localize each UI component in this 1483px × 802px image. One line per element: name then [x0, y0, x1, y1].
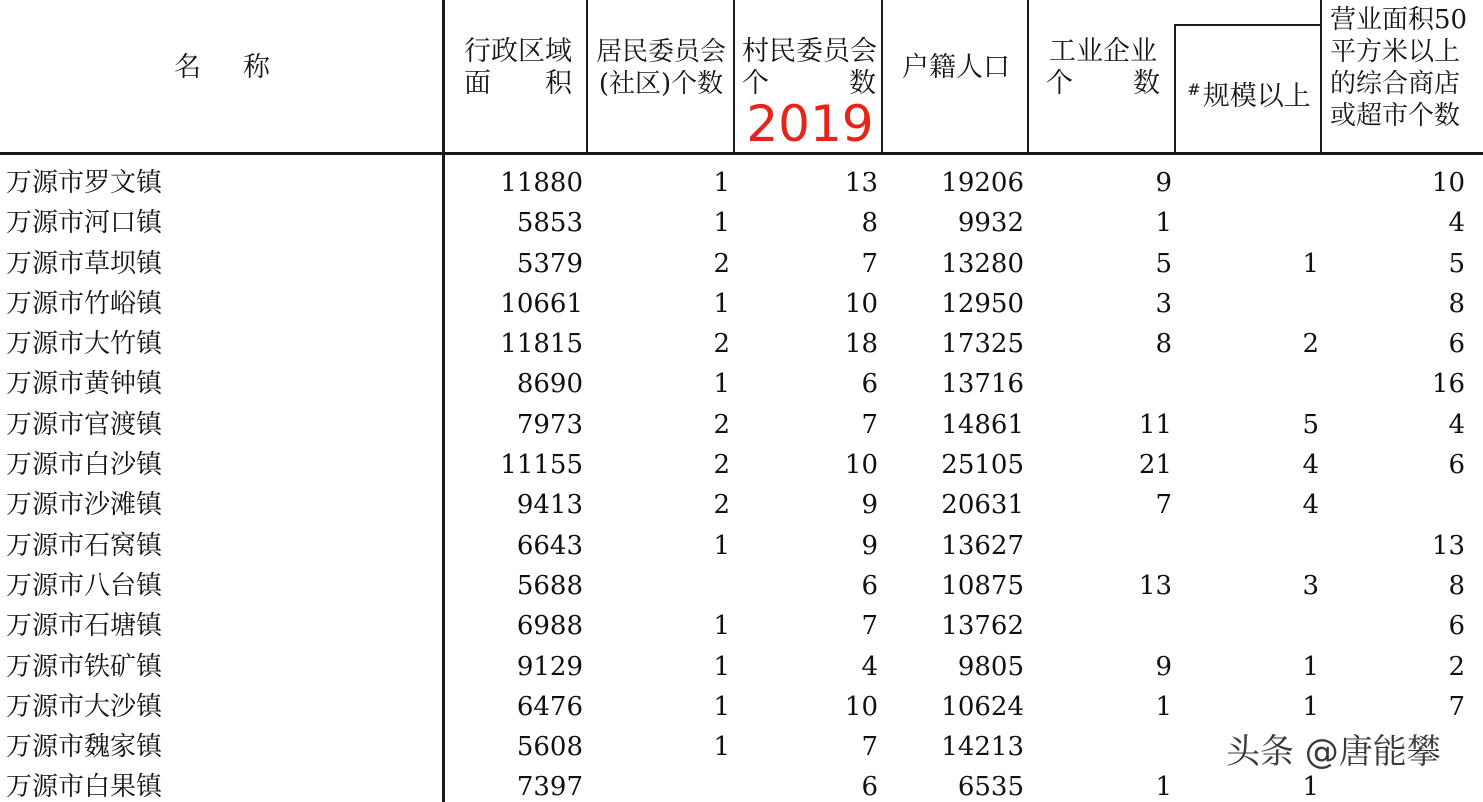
- table-row: [0, 485, 1483, 525]
- row-residents-cell: 2: [713, 409, 730, 440]
- row-industry-cell: 11: [1138, 409, 1172, 440]
- row-area-cell: 6476: [516, 691, 583, 722]
- row-residents-cell: 1: [713, 208, 730, 239]
- row-above-scale-cell: 4: [1302, 450, 1319, 481]
- row-population-cell: 25105: [941, 450, 1024, 481]
- row-residents-cell: 1: [713, 288, 730, 319]
- header-shops-line2: 平方米以上: [1330, 37, 1461, 67]
- header-area-line2-b: 积: [545, 68, 572, 99]
- row-above-scale-cell: 2: [1302, 329, 1319, 360]
- row-above-scale-cell: 1: [1302, 691, 1319, 722]
- row-industry-cell: 1: [1155, 691, 1172, 722]
- row-population-cell: 10875: [941, 570, 1024, 601]
- table-row: [0, 566, 1483, 606]
- header-industry-line2-a: 个: [1046, 68, 1073, 99]
- header-villagers-line2-a: 个: [742, 68, 769, 99]
- row-residents-cell: 1: [713, 168, 730, 198]
- row-area-cell: 5688: [516, 570, 583, 601]
- row-villagers-cell: 7: [861, 409, 878, 440]
- row-population-cell: 13762: [941, 611, 1024, 642]
- row-shops-cell: 4: [1448, 409, 1465, 440]
- table-body: [0, 163, 1483, 802]
- row-residents-cell: 1: [713, 691, 730, 722]
- row-name-cell: 万源市八台镇: [6, 570, 163, 601]
- row-villagers-cell: 18: [844, 329, 878, 360]
- header-name-char-2: 称: [243, 52, 270, 83]
- header-area: [446, 36, 586, 100]
- row-name-cell: 万源市罗文镇: [6, 168, 163, 198]
- row-population-cell: 9932: [957, 208, 1024, 239]
- row-shops-cell: 4: [1448, 208, 1465, 239]
- row-population-cell: 17325: [941, 329, 1024, 360]
- row-residents-cell: 2: [713, 329, 730, 360]
- row-residents-cell: 2: [713, 450, 730, 481]
- row-name-cell: 万源市大沙镇: [6, 691, 163, 722]
- row-villagers-cell: 4: [861, 651, 878, 682]
- row-area-cell: 6988: [516, 611, 583, 642]
- row-area-cell: 11880: [500, 168, 583, 198]
- row-name-cell: 万源市官渡镇: [6, 409, 163, 440]
- row-villagers-cell: 7: [861, 611, 878, 642]
- row-name-cell: 万源市竹峪镇: [6, 288, 163, 319]
- row-area-cell: 7973: [516, 409, 583, 440]
- row-industry-cell: 13: [1138, 570, 1172, 601]
- row-above-scale-cell: 4: [1302, 490, 1319, 521]
- header-villagers-line2-b: 数: [849, 68, 876, 99]
- header-residents-line1: 居民委员会: [595, 37, 726, 67]
- row-shops-cell: 13: [1431, 530, 1465, 561]
- header-above-scale-label: 规模以上: [1202, 81, 1311, 112]
- row-villagers-cell: 6: [861, 369, 878, 400]
- table-row: [0, 244, 1483, 284]
- row-above-scale-cell: 1: [1302, 651, 1319, 682]
- table-row: [0, 324, 1483, 364]
- row-population-cell: 14861: [941, 409, 1024, 440]
- header-shops-line4: 或超市个数: [1330, 101, 1461, 131]
- row-shops-cell: 8: [1448, 570, 1465, 601]
- row-name-cell: 万源市白果镇: [6, 772, 163, 802]
- row-name-cell: 万源市草坝镇: [6, 248, 163, 279]
- row-shops-cell: 16: [1431, 369, 1465, 400]
- table-row: [0, 445, 1483, 485]
- header-area-line1: 行政区域: [464, 36, 572, 67]
- row-population-cell: 6535: [957, 772, 1024, 802]
- row-shops-cell: 8: [1448, 288, 1465, 319]
- row-name-cell: 万源市黄钟镇: [6, 369, 163, 400]
- row-villagers-cell: 13: [844, 168, 878, 198]
- row-villagers-cell: 7: [861, 732, 878, 763]
- row-shops-cell: 7: [1448, 691, 1465, 722]
- row-name-cell: 万源市石塘镇: [6, 611, 163, 642]
- row-villagers-cell: 10: [844, 691, 878, 722]
- row-villagers-cell: 6: [861, 570, 878, 601]
- header-shops: [1324, 4, 1483, 132]
- row-population-cell: 14213: [941, 732, 1024, 763]
- row-name-cell: 万源市魏家镇: [6, 732, 163, 763]
- row-above-scale-cell: 3: [1302, 570, 1319, 601]
- header-population: [884, 52, 1028, 84]
- row-population-cell: 19206: [941, 168, 1024, 198]
- row-area-cell: 11155: [500, 450, 583, 481]
- table-row: [0, 606, 1483, 646]
- row-area-cell: 6643: [516, 530, 583, 561]
- row-above-scale-cell: 1: [1302, 772, 1319, 802]
- header-industry: [1030, 36, 1174, 100]
- table-row: [0, 647, 1483, 687]
- header-above-scale: [1176, 74, 1322, 113]
- row-industry-cell: 8: [1155, 329, 1172, 360]
- header-shops-line3: 的综合商店: [1330, 69, 1461, 99]
- row-population-cell: 13716: [941, 369, 1024, 400]
- row-villagers-cell: 9: [861, 490, 878, 521]
- row-villagers-cell: 9: [861, 530, 878, 561]
- row-residents-cell: 1: [713, 611, 730, 642]
- row-shops-cell: 6: [1448, 611, 1465, 642]
- header-industry-line1: 工业企业: [1049, 36, 1157, 67]
- row-residents-cell: 2: [713, 490, 730, 521]
- row-population-cell: 12950: [941, 288, 1024, 319]
- row-area-cell: 10661: [500, 288, 583, 319]
- row-population-cell: 10624: [941, 691, 1024, 722]
- row-shops-cell: 2: [1448, 651, 1465, 682]
- row-area-cell: 5608: [516, 732, 583, 763]
- row-villagers-cell: 6: [861, 772, 878, 802]
- row-residents-cell: 1: [713, 651, 730, 682]
- row-villagers-cell: 10: [844, 450, 878, 481]
- row-industry-cell: 9: [1155, 168, 1172, 198]
- row-area-cell: 9129: [516, 651, 583, 682]
- row-industry-cell: 21: [1138, 450, 1172, 481]
- row-residents-cell: 1: [713, 369, 730, 400]
- row-area-cell: 7397: [516, 772, 583, 802]
- row-name-cell: 万源市河口镇: [6, 208, 163, 239]
- row-name-cell: 万源市石窝镇: [6, 530, 163, 561]
- header-shops-line1: 营业面积50: [1330, 5, 1468, 35]
- row-industry-cell: 7: [1155, 490, 1172, 521]
- year-annotation: 2019: [746, 95, 874, 153]
- row-residents-cell: 2: [713, 248, 730, 279]
- row-population-cell: 20631: [941, 490, 1024, 521]
- subheader-rule: [1174, 24, 1322, 26]
- row-industry-cell: 5: [1155, 248, 1172, 279]
- row-villagers-cell: 8: [861, 208, 878, 239]
- row-population-cell: 13280: [941, 248, 1024, 279]
- row-population-cell: 13627: [941, 530, 1024, 561]
- header-population-label: 户籍人口: [902, 52, 1010, 83]
- row-villagers-cell: 7: [861, 248, 878, 279]
- row-area-cell: 8690: [516, 369, 583, 400]
- table-row: [0, 163, 1483, 203]
- row-name-cell: 万源市铁矿镇: [6, 651, 163, 682]
- row-residents-cell: 1: [713, 530, 730, 561]
- row-population-cell: 9805: [957, 651, 1024, 682]
- header-name: [0, 52, 444, 84]
- row-industry-cell: 1: [1155, 772, 1172, 802]
- row-villagers-cell: 10: [844, 288, 878, 319]
- header-residents: [588, 36, 734, 100]
- row-area-cell: 9413: [516, 490, 583, 521]
- watermark: 头条 @唐能攀: [1226, 732, 1441, 772]
- row-industry-cell: 9: [1155, 651, 1172, 682]
- header-villagers-line1: 村民委员会: [742, 36, 877, 67]
- header-industry-line2-b: 数: [1133, 68, 1160, 99]
- header-villagers: [736, 36, 882, 100]
- row-shops-cell: 6: [1448, 450, 1465, 481]
- row-shops-cell: 5: [1448, 248, 1465, 279]
- row-shops-cell: 6: [1448, 329, 1465, 360]
- table-row: [0, 526, 1483, 566]
- row-area-cell: 5853: [516, 208, 583, 239]
- row-area-cell: 5379: [516, 248, 583, 279]
- table-row: [0, 405, 1483, 445]
- table-row: [0, 687, 1483, 727]
- row-area-cell: 11815: [500, 329, 583, 360]
- table-row: [0, 203, 1483, 243]
- row-shops-cell: 10: [1431, 168, 1465, 198]
- header-above-scale-mark: #: [1187, 80, 1201, 99]
- row-industry-cell: 3: [1155, 288, 1172, 319]
- row-name-cell: 万源市沙滩镇: [6, 490, 163, 521]
- row-above-scale-cell: 5: [1302, 409, 1319, 440]
- table-row: [0, 284, 1483, 324]
- row-above-scale-cell: 1: [1302, 248, 1319, 279]
- row-name-cell: 万源市白沙镇: [6, 450, 163, 481]
- header-residents-line2: (社区)个数: [598, 69, 724, 99]
- header-name-char-1: 名: [174, 52, 201, 83]
- table-row: [0, 364, 1483, 404]
- row-residents-cell: 1: [713, 732, 730, 763]
- row-name-cell: 万源市大竹镇: [6, 329, 163, 360]
- row-industry-cell: 1: [1155, 208, 1172, 239]
- header-area-line2-a: 面: [464, 68, 491, 99]
